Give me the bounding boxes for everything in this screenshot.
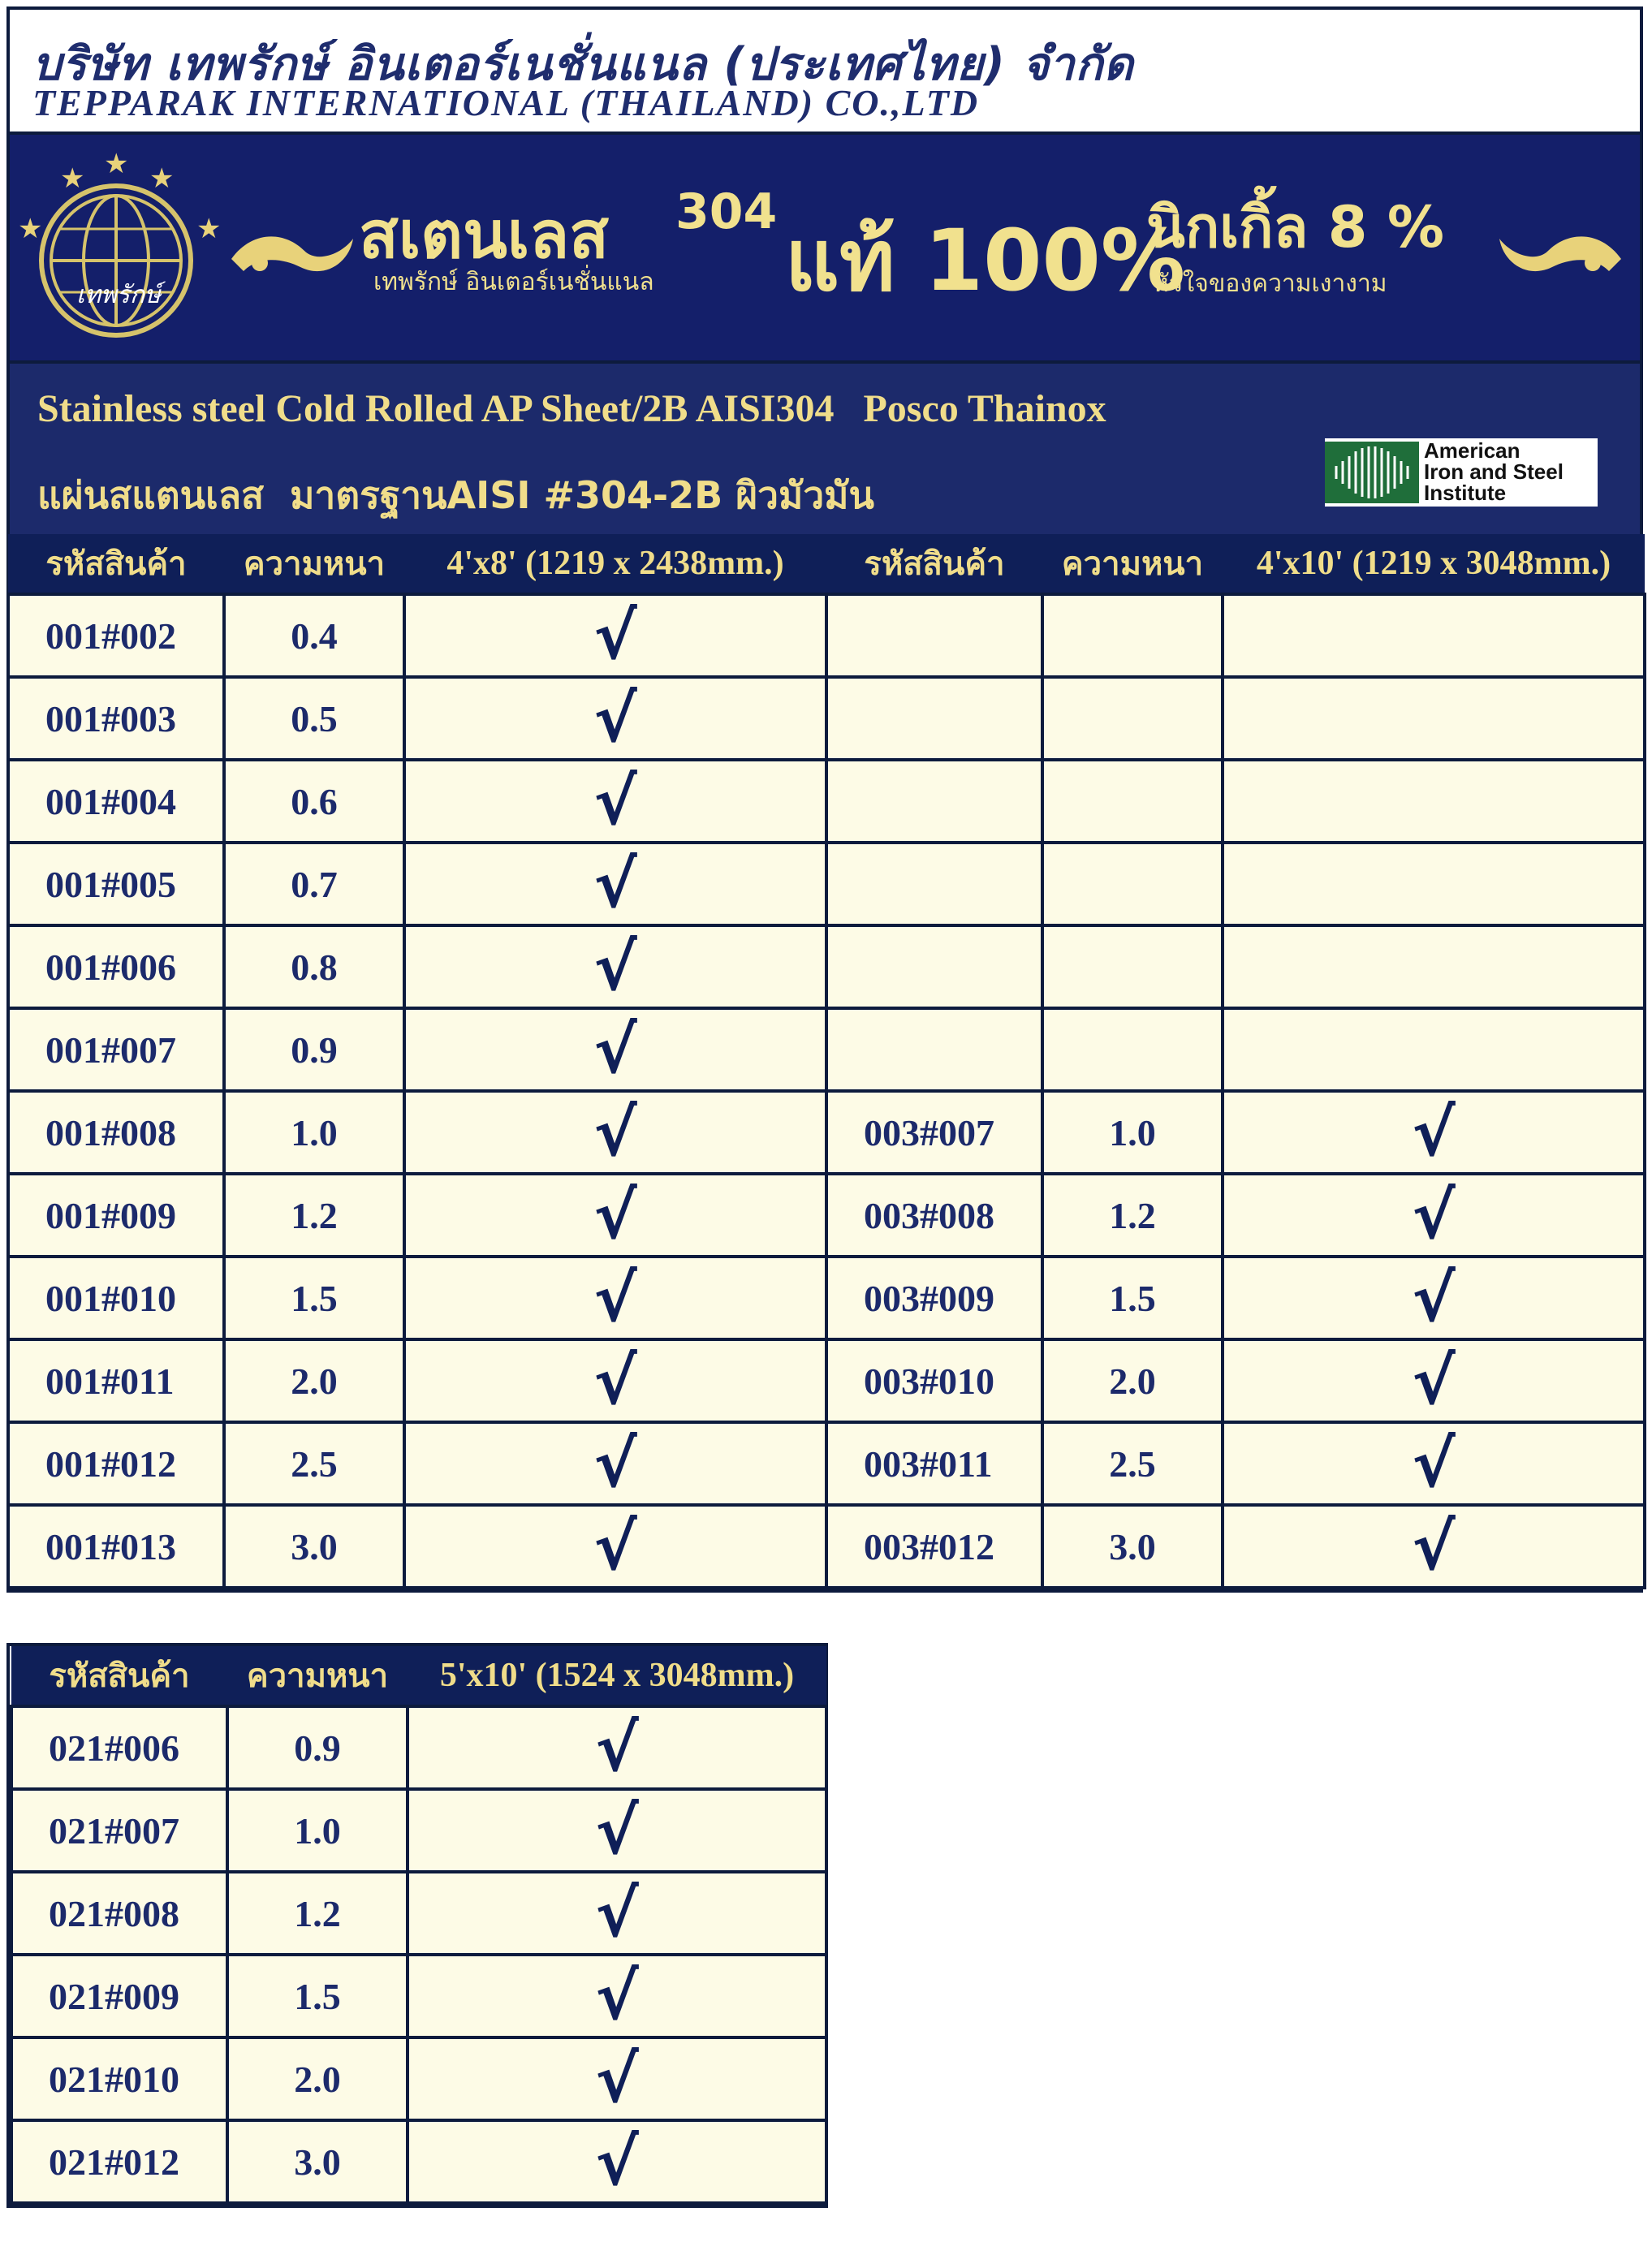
code-cell: 001#002 bbox=[8, 594, 224, 677]
availability-cell: √ bbox=[404, 760, 826, 843]
thickness-cell: 0.8 bbox=[224, 925, 404, 1008]
thickness-cell: 2.0 bbox=[1042, 1339, 1223, 1422]
table-row bbox=[8, 1505, 1645, 1588]
thickness-cell: 1.0 bbox=[227, 1789, 408, 1872]
table-header-row bbox=[11, 1646, 826, 1706]
col-header-thickness: ความหนา bbox=[224, 534, 404, 594]
table-row bbox=[8, 1422, 1645, 1505]
globe-logo-label: เทพรักษ์ bbox=[76, 281, 161, 309]
company-name-english: TEPPARAK INTERNATIONAL (THAILAND) CO.,LTD bbox=[32, 82, 980, 123]
thickness-cell: 3.0 bbox=[227, 2120, 408, 2203]
thickness-cell: 0.4 bbox=[224, 594, 404, 677]
code-cell: 003#009 bbox=[826, 1257, 1042, 1339]
sheet-table-4ft bbox=[6, 534, 1646, 1589]
table-row bbox=[11, 1706, 826, 1789]
code-cell: 001#003 bbox=[8, 677, 224, 760]
table-row bbox=[8, 843, 1645, 925]
table-row bbox=[8, 1008, 1645, 1091]
thickness-cell: 2.0 bbox=[224, 1339, 404, 1422]
availability-cell bbox=[1223, 594, 1645, 677]
availability-cell: √ bbox=[408, 1706, 826, 1789]
code-cell: 021#010 bbox=[11, 2037, 227, 2120]
availability-cell: √ bbox=[1223, 1174, 1645, 1257]
code-cell: 001#012 bbox=[8, 1422, 224, 1505]
col-header-size-4x8: 4'x8' (1219 x 2438mm.) bbox=[404, 534, 826, 594]
code-cell: 003#007 bbox=[826, 1091, 1042, 1174]
availability-cell: √ bbox=[404, 677, 826, 760]
table-row bbox=[11, 2037, 826, 2120]
banner-nickel-subtitle: หัวใจของความเงางาม bbox=[1153, 269, 1387, 298]
aisi-name-line: Iron and Steel bbox=[1424, 459, 1564, 484]
thickness-cell: 1.5 bbox=[1042, 1257, 1223, 1339]
col-header-size-4x10: 4'x10' (1219 x 3048mm.) bbox=[1223, 534, 1645, 594]
table-row bbox=[11, 1789, 826, 1872]
col-header-code: รหัสสินค้า bbox=[11, 1646, 227, 1706]
thickness-cell bbox=[1042, 677, 1223, 760]
company-name-thai: บริษัท เทพรักษ์ อินเตอร์เนชั่นแนล (ประเทศไทย) จำกัด bbox=[32, 38, 1134, 91]
thickness-cell: 1.2 bbox=[1042, 1174, 1223, 1257]
left-ornament-icon bbox=[227, 222, 357, 287]
availability-cell bbox=[1223, 760, 1645, 843]
availability-cell: √ bbox=[404, 1008, 826, 1091]
aisi-logo bbox=[1325, 438, 1598, 507]
availability-cell: √ bbox=[408, 2120, 826, 2203]
col-header-code: รหัสสินค้า bbox=[826, 534, 1042, 594]
table-row bbox=[8, 1339, 1645, 1422]
availability-cell bbox=[1223, 677, 1645, 760]
availability-cell bbox=[1223, 1008, 1645, 1091]
availability-cell: √ bbox=[408, 1789, 826, 1872]
right-ornament-icon bbox=[1495, 222, 1625, 287]
availability-cell: √ bbox=[1223, 1091, 1645, 1174]
code-cell bbox=[826, 843, 1042, 925]
table-row bbox=[8, 760, 1645, 843]
thickness-cell bbox=[1042, 925, 1223, 1008]
company-globe-logo bbox=[39, 183, 193, 338]
code-cell: 021#012 bbox=[11, 2120, 227, 2203]
table-row bbox=[8, 1257, 1645, 1339]
code-cell: 001#006 bbox=[8, 925, 224, 1008]
code-cell: 001#010 bbox=[8, 1257, 224, 1339]
col-header-thickness: ความหนา bbox=[1042, 534, 1223, 594]
availability-cell: √ bbox=[404, 1505, 826, 1588]
table-row bbox=[8, 925, 1645, 1008]
col-header-thickness: ความหนา bbox=[227, 1646, 408, 1706]
thickness-cell: 0.9 bbox=[227, 1706, 408, 1789]
star-icon: ★ bbox=[60, 164, 85, 194]
code-cell: 001#007 bbox=[8, 1008, 224, 1091]
code-cell: 021#006 bbox=[11, 1706, 227, 1789]
promo-banner bbox=[10, 132, 1640, 360]
code-cell bbox=[826, 594, 1042, 677]
code-cell: 001#005 bbox=[8, 843, 224, 925]
banner-stainless-text: สเตนเลส bbox=[359, 197, 610, 273]
thickness-cell: 2.5 bbox=[1042, 1422, 1223, 1505]
availability-cell: √ bbox=[1223, 1505, 1645, 1588]
code-cell bbox=[826, 677, 1042, 760]
code-cell: 001#009 bbox=[8, 1174, 224, 1257]
aisi-name-line: American bbox=[1424, 438, 1520, 463]
code-cell bbox=[826, 1008, 1042, 1091]
thickness-cell: 0.7 bbox=[224, 843, 404, 925]
code-cell: 021#008 bbox=[11, 1872, 227, 1955]
table-row bbox=[11, 2120, 826, 2203]
col-header-size-5x10: 5'x10' (1524 x 3048mm.) bbox=[408, 1646, 826, 1706]
code-cell: 001#013 bbox=[8, 1505, 224, 1588]
code-cell: 001#011 bbox=[8, 1339, 224, 1422]
table-header-row bbox=[8, 534, 1645, 594]
thickness-cell: 0.5 bbox=[224, 677, 404, 760]
thickness-cell: 2.0 bbox=[227, 2037, 408, 2120]
product-title-band bbox=[10, 360, 1640, 534]
product-title-thai: แผ่นสแตนเลส มาตรฐานAISI #304-2B ผิวมัวมัน bbox=[37, 473, 874, 517]
col-header-code: รหัสสินค้า bbox=[8, 534, 224, 594]
code-cell: 021#009 bbox=[11, 1955, 227, 2037]
availability-cell: √ bbox=[1223, 1339, 1645, 1422]
thickness-cell: 3.0 bbox=[1042, 1505, 1223, 1588]
availability-cell: √ bbox=[408, 2037, 826, 2120]
availability-cell: √ bbox=[408, 1872, 826, 1955]
thickness-cell: 1.2 bbox=[227, 1872, 408, 1955]
thickness-cell bbox=[1042, 1008, 1223, 1091]
star-icon: ★ bbox=[18, 214, 43, 244]
table-row bbox=[11, 1872, 826, 1955]
thickness-cell: 1.2 bbox=[224, 1174, 404, 1257]
availability-cell: √ bbox=[408, 1955, 826, 2037]
table-row bbox=[8, 594, 1645, 677]
thickness-cell bbox=[1042, 594, 1223, 677]
aisi-mark-icon bbox=[1325, 442, 1419, 503]
aisi-name bbox=[1424, 440, 1564, 503]
thickness-cell: 1.0 bbox=[224, 1091, 404, 1174]
code-cell bbox=[826, 925, 1042, 1008]
code-cell: 003#010 bbox=[826, 1339, 1042, 1422]
thickness-cell: 1.5 bbox=[227, 1955, 408, 2037]
sheet-table-5ft bbox=[10, 1646, 828, 2205]
availability-cell bbox=[1223, 925, 1645, 1008]
thickness-cell bbox=[1042, 843, 1223, 925]
table-row bbox=[8, 677, 1645, 760]
availability-cell: √ bbox=[404, 594, 826, 677]
star-icon: ★ bbox=[104, 149, 129, 179]
availability-cell: √ bbox=[1223, 1257, 1645, 1339]
thickness-cell: 1.5 bbox=[224, 1257, 404, 1339]
code-cell: 003#011 bbox=[826, 1422, 1042, 1505]
thickness-cell: 3.0 bbox=[224, 1505, 404, 1588]
star-icon: ★ bbox=[149, 164, 175, 194]
banner-grade-text: 304 bbox=[675, 183, 778, 240]
thickness-cell: 2.5 bbox=[224, 1422, 404, 1505]
availability-cell: √ bbox=[404, 925, 826, 1008]
code-cell: 003#012 bbox=[826, 1505, 1042, 1588]
availability-cell: √ bbox=[404, 843, 826, 925]
availability-cell: √ bbox=[404, 1091, 826, 1174]
thickness-cell bbox=[1042, 760, 1223, 843]
code-cell bbox=[826, 760, 1042, 843]
sheet-table-5ft-wrap bbox=[6, 1643, 828, 2208]
thickness-cell: 0.9 bbox=[224, 1008, 404, 1091]
availability-cell: √ bbox=[404, 1339, 826, 1422]
code-cell: 003#008 bbox=[826, 1174, 1042, 1257]
table-row bbox=[8, 1174, 1645, 1257]
code-cell: 001#008 bbox=[8, 1091, 224, 1174]
availability-cell bbox=[1223, 843, 1645, 925]
company-header bbox=[10, 10, 1640, 132]
availability-cell: √ bbox=[1223, 1422, 1645, 1505]
table-row bbox=[8, 1091, 1645, 1174]
banner-nickel-text: นิกเกิ้ล 8 % bbox=[1146, 194, 1445, 261]
banner-subtitle: เทพรักษ์ อินเตอร์เนชั่นแนล bbox=[373, 268, 654, 296]
availability-cell: √ bbox=[404, 1422, 826, 1505]
thickness-cell: 1.0 bbox=[1042, 1091, 1223, 1174]
thickness-cell: 0.6 bbox=[224, 760, 404, 843]
aisi-name-line: Institute bbox=[1424, 481, 1507, 505]
code-cell: 021#007 bbox=[11, 1789, 227, 1872]
code-cell: 001#004 bbox=[8, 760, 224, 843]
star-icon: ★ bbox=[196, 214, 222, 244]
availability-cell: √ bbox=[404, 1257, 826, 1339]
table-row bbox=[11, 1955, 826, 2037]
product-title-english: Stainless steel Cold Rolled AP Sheet/2B AISI304 Posco Thainox bbox=[37, 387, 1106, 430]
banner-slogan: แท้ 100% bbox=[785, 211, 1186, 310]
price-sheet-frame bbox=[6, 6, 1643, 1593]
availability-cell: √ bbox=[404, 1174, 826, 1257]
